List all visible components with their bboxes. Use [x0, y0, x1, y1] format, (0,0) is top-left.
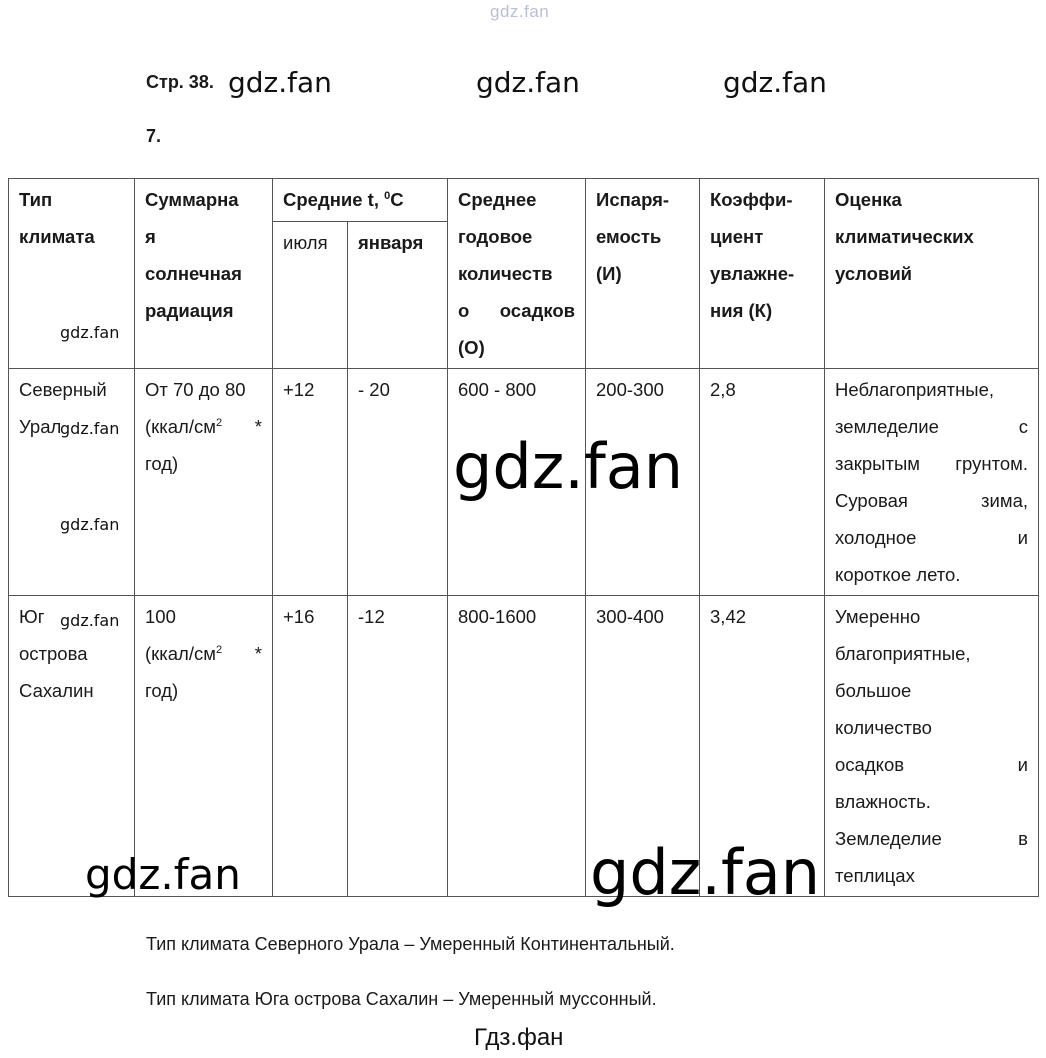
cell-july-temp: +12: [273, 369, 348, 596]
page-reference: Стр. 38.: [146, 72, 214, 92]
cell-text: От 70 до 80: [145, 379, 246, 400]
cell-text: большое: [835, 680, 912, 701]
conclusion-north-ural: Тип климата Северного Урала – Умеренный Континентальный.: [146, 934, 675, 954]
watermark-header-3: gdz.fan: [723, 66, 827, 99]
cell-assessment: [825, 369, 1039, 596]
table-header-row: [9, 179, 1039, 222]
cell-text: короткое лето.: [835, 564, 961, 585]
cell-text: земледелие с: [835, 416, 1029, 437]
watermark-top: gdz.fan: [490, 2, 550, 21]
cell-moisture-coefficient: 2,8: [700, 369, 825, 596]
cell-assessment: [825, 596, 1039, 897]
watermark-small-1: gdz.fan: [60, 323, 120, 342]
header-text: радиация: [145, 300, 234, 321]
cell-text: год): [145, 453, 179, 474]
footer-site-name: Гдз.фан: [474, 1024, 564, 1051]
conclusion-sakhalin: Тип климата Юга острова Сахалин – Умеренный муссонный.: [146, 989, 657, 1009]
multiply-sign: *: [254, 643, 262, 664]
task-number: 7.: [146, 126, 162, 146]
cell-text: Юг: [19, 606, 45, 627]
watermark-header-2: gdz.fan: [476, 66, 580, 99]
watermark-center: gdz.fan: [453, 430, 684, 503]
cell-text: Сахалин: [19, 680, 94, 701]
header-july: июля: [273, 221, 348, 368]
watermark-bottom-left: gdz.fan: [85, 850, 241, 899]
watermark-small-3: gdz.fan: [60, 515, 120, 534]
header-text: условий: [835, 263, 913, 284]
cell-text: Неблагоприятные,: [835, 379, 995, 400]
header-moisture-coefficient: [700, 179, 825, 369]
cell-text: Суровая зима,: [835, 490, 1029, 511]
multiply-sign: *: [254, 416, 262, 437]
header-text: солнечная: [145, 263, 242, 284]
header-text: климата: [19, 226, 95, 247]
header-text: я: [145, 226, 156, 247]
header-text: климатических: [835, 226, 974, 247]
degree-sup: 0: [384, 190, 391, 202]
watermark-small-4: gdz.fan: [60, 611, 120, 630]
header-text: Испаря-: [596, 189, 670, 210]
header-text: Коэффи-: [710, 189, 793, 210]
cell-text: холодное и: [835, 527, 1029, 548]
header-mean-temperature: [273, 179, 448, 222]
cell-text: теплицах: [835, 865, 915, 886]
watermark-small-2: gdz.fan: [60, 419, 120, 438]
cell-text: Умеренно: [835, 606, 921, 627]
cell-precipitation: 800-1600: [448, 596, 586, 897]
cell-january-temp: -12: [348, 596, 448, 897]
header-text: Тип: [19, 189, 53, 210]
cell-text: влажность.: [835, 791, 931, 812]
cell-solar-radiation: [135, 369, 273, 596]
cell-precipitation: 600 - 800: [448, 369, 586, 596]
header-january: января: [348, 221, 448, 368]
cell-text: 100: [145, 606, 176, 627]
header-text: ния (К): [710, 300, 773, 321]
cell-text: благоприятные,: [835, 643, 971, 664]
header-text: количеств: [458, 263, 553, 284]
header-text: Среднее: [458, 189, 537, 210]
header-text: (О): [458, 337, 485, 358]
cell-july-temp: +16: [273, 596, 348, 897]
watermark-header-1: gdz.fan: [228, 66, 332, 99]
cell-climate-type: [9, 369, 135, 596]
climate-table: [8, 178, 1039, 897]
cell-text: (ккал/см: [145, 643, 216, 664]
cell-text: Урал: [19, 416, 62, 437]
header-text: о осадков: [458, 300, 576, 321]
header-text: емость: [596, 226, 662, 247]
header-text: годовое: [458, 226, 533, 247]
cell-text: осадков и: [835, 754, 1029, 775]
cell-text: количество: [835, 717, 932, 738]
cell-text: (ккал/см: [145, 416, 216, 437]
cell-text: закрытым грунтом.: [835, 453, 1029, 474]
cell-january-temp: - 20: [348, 369, 448, 596]
header-text: Средние t,: [283, 189, 385, 210]
header-evaporation: [586, 179, 700, 369]
watermark-bottom-right: gdz.fan: [590, 836, 821, 909]
header-text: С: [390, 189, 404, 210]
header-solar-radiation: [135, 179, 273, 369]
cell-text: год): [145, 680, 179, 701]
header-text: Оценка: [835, 189, 902, 210]
cell-evaporation: 200-300: [586, 369, 700, 596]
header-text: циент: [710, 226, 764, 247]
unit-sup: 2: [215, 644, 223, 656]
cell-text: острова: [19, 643, 88, 664]
header-precipitation: [448, 179, 586, 369]
radiation-unit-line: [145, 635, 262, 672]
cell-text: Земледелие в: [835, 828, 1029, 849]
cell-evaporation: 300-400: [586, 596, 700, 897]
header-text: (И): [596, 263, 622, 284]
radiation-unit-line: [145, 408, 262, 445]
cell-text: Северный: [19, 379, 107, 400]
header-text: Суммарна: [145, 189, 239, 210]
header-text: увлажне-: [710, 263, 795, 284]
cell-moisture-coefficient: 3,42: [700, 596, 825, 897]
header-assessment: [825, 179, 1039, 369]
unit-sup: 2: [215, 417, 223, 429]
